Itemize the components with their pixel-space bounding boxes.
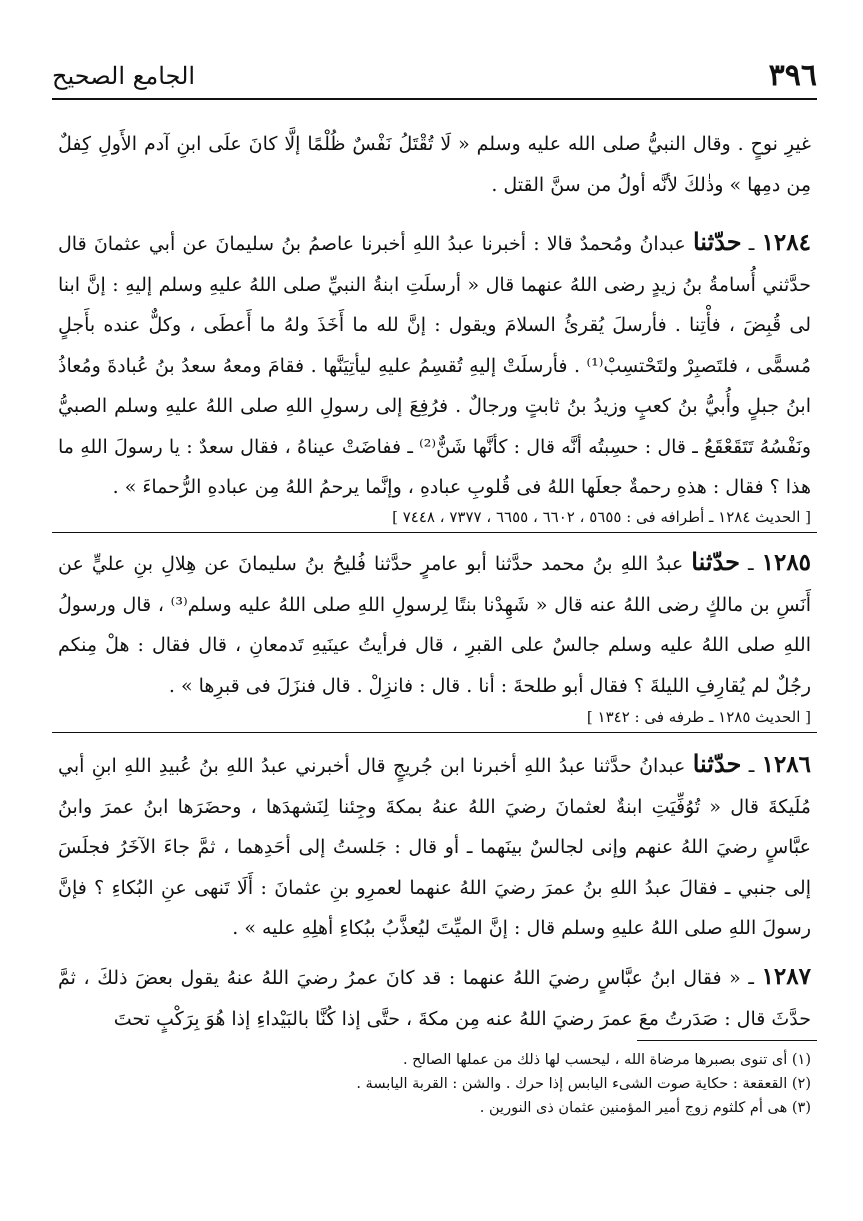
opening-paragraph: غيرِ نوحٍ . وقال النبيُّ صلى الله عليه وسلم « لَا تُقْتَلُ نَفْسٌ ظُلْمًا إلَّا كانَ علَى ابنِ آدم الأَولِ كِفلٌ مِن دمِها » وذٰلكَ لأنَّه أولُ من سنَّ القتل .: [58, 133, 811, 196]
hadith-number: ١٢٨٤: [761, 229, 811, 256]
hadith-1286: [58, 744, 811, 949]
dash: ـ: [747, 553, 754, 575]
hadith-text: عبدُ اللهِ بنُ محمد حدَّثنا أبو عامرٍ حدَّثنا فُليحُ بنُ سليمانَ عن هِلالِ بنِ عليٍّ عن أَنَسِ بن مالكٍ رضى اللهُ عنه قال « شَهِدْنا بنتًا لِرسولِ اللهِ صلى اللهُ عليه وسلم⁽³⁾ ، قال ورسولُ اللهِ صلى اللهُ عليه وسلم جالسٌ على القبرِ ، قال فرأيتُ عينَيهِ تَدمعانِ ، قال فقال : هلْ مِنكم رجُلٌ لم يُقارِفِ الليلةَ ؟ فقال أبو طلحةَ : أنا . قال : فانزِلْ . قال فنزَلَ فى قبرِها » .: [58, 553, 812, 697]
page-header: [52, 56, 817, 96]
page-number: ٣٩٦: [768, 58, 817, 93]
footnote-3: (٣) هى أم كلثوم زوج أمير المؤمنين عثمان ذى النورين .: [479, 1100, 811, 1116]
hadith-1287: [58, 957, 811, 1039]
haddathana-heading: حدّثنا: [692, 749, 742, 778]
source-note-1285: [ الحديث ١٢٨٥ ـ طرفه فى : ١٣٤٢ ]: [586, 708, 811, 726]
haddathana-heading: حدّثنا: [691, 547, 740, 576]
haddathana-heading: حدّثنا: [692, 227, 742, 256]
dash: ـ: [748, 233, 755, 255]
hadith-text: عبدانُ ومُحمدٌ قالا : أخبرنا عبدُ اللهِ أخبرنا عاصمُ بنُ سليمانَ عن أبي عثمانَ قال حدَّثني أُسامةُ بنُ زيدٍ رضى اللهُ عنهما قال « أرسلَتِ ابنةُ النبيِّ صلى اللهُ عليهِ وسلم إليهِ : إنَّ ابنا لى قُبِضَ ، فأْتِنا . فأرسلَ يُقرئُ السلامَ ويقول : إنَّ لله ما أَخَذَ ولهُ ما أَعطَى ، وكلٌّ عنده بأَجلٍ مُسمًّى ، فلتَصبِرْ ولتَحْتسِبْ⁽¹⁾ . فأرسلَتْ إليهِ تُقسِمُ عليهِ ليأتِيَنَّها . فقامَ ومعهُ سعدُ بنُ عُبادةَ ومُعاذُ ابنُ جبلٍ وأُبيُّ بنُ كعبٍ وزيدُ بنُ ثابتٍ ورجالٌ . فرُفِعَ إلى رسولِ اللهِ صلى اللهُ عليهِ وسلم الصبيُّ ونَفْسُهُ تَتَقَعْقَعُ ـ قال : حسِبتُه أنَّه قال : كأنَّها شَنٌّ⁽²⁾ ـ ففاضَتْ عيناهُ ، فقال سعدٌ : يا رسولَ اللهِ ما هذا ؟ فقال : هذهِ رحمةٌ جعلَها اللهُ فى قُلوبِ عبادهِ ، وإنَّما يرحمُ اللهُ مِن عبادهِ الرُّحماءَ » .: [58, 233, 812, 498]
section-divider: [52, 732, 817, 733]
book-title: الجامع الصحيح: [52, 62, 196, 90]
dash: ـ: [748, 967, 754, 989]
hadith-number: ١٢٨٧: [761, 963, 811, 990]
footnote-rule: [637, 1040, 817, 1041]
source-note-1284: [ الحديث ١٢٨٤ ـ أطرافه فى : ٥٦٥٥ ، ٦٦٠٢ ، ٦٦٥٥ ، ٧٣٧٧ ، ٧٤٤٨ ]: [392, 508, 811, 526]
hadith-1285: [58, 542, 811, 706]
footnote-1: (١) أى تنوى بصبرها مرضاة الله ، ليحسب لها ذلك من عملها الصالح .: [402, 1052, 811, 1068]
footnotes: [58, 1048, 811, 1120]
section-divider: [52, 532, 817, 533]
hadith-1284: [58, 222, 811, 508]
header-rule: [52, 98, 817, 100]
hadith-number: ١٢٨٦: [761, 751, 812, 778]
footnote-2: (٢) القعقعة : حكاية صوت الشىء اليابس إذا حرك . والشن : القربة اليابسة .: [356, 1076, 811, 1092]
hadith-text: « فقال ابنُ عبَّاسٍ رضيَ اللهُ عنهما : قد كانَ عمرُ رضيَ اللهُ عنهُ يقول بعضَ ذلكَ ، ثمَّ حدَّثَ قال : صَدَرتُ معَ عمرَ رضيَ اللهُ عنه مِن مكةَ ، حتَّى إذا كُنَّا بالبَيْداءِ إذا هُوَ بِرَكْبٍ تحتَ: [58, 967, 811, 1030]
dash: ـ: [748, 755, 755, 777]
hadith-number: ١٢٨٥: [761, 549, 812, 576]
hadith-text: عبدانُ حدَّثنا عبدُ اللهِ أخبرنا ابن جُريجٍ قال أخبرني عبدُ اللهِ بنُ عُبيدِ اللهِ ابنِ أبي مُلَيكةَ قال « تُوُفِّيَتِ ابنةٌ لعثمانَ رضيَ اللهُ عنهُ بمكةَ وجِئنا لِنَشهدَها ، وحضَرَها ابنُ عمرَ وابنُ عبَّاسٍ رضيَ اللهُ عنهم وإنى لجالسٌ بينَهما ـ أو قال : جَلستُ إلى أحَدِهما ، ثمَّ جاءَ الآخَرُ فجلَسَ إلى جنبي ـ فقالَ عبدُ اللهِ بنُ عمرَ رضيَ اللهُ عنهما لعمرِو بنِ عثمانَ : أَلَا تَنهى عنِ البُكاءِ ؟ فإنَّ رسولَ اللهِ صلى اللهُ عليهِ وسلم قال : إنَّ الميِّتَ ليُعذَّبُ ببُكاءِ أهلِهِ عليه » .: [58, 755, 811, 939]
